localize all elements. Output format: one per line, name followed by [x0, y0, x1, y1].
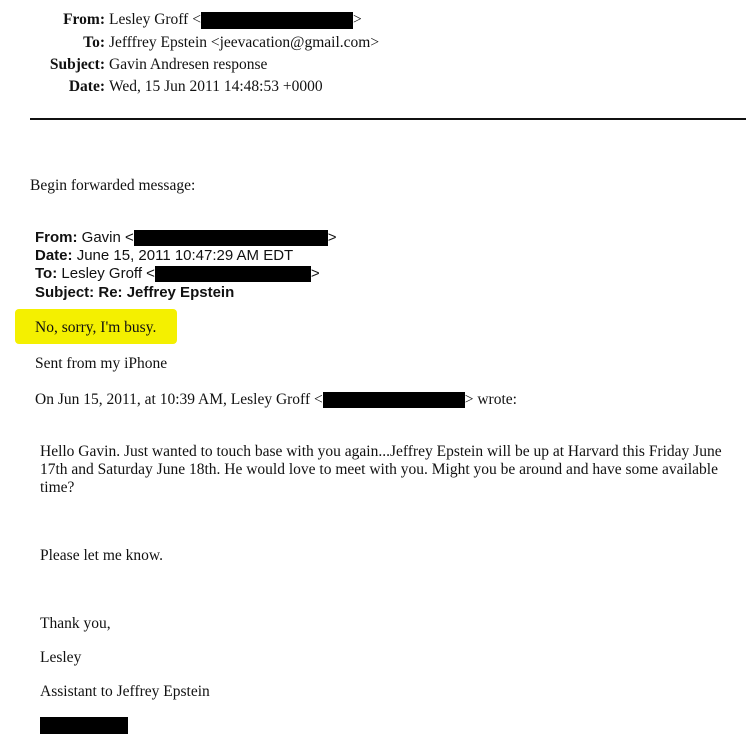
quote-intro-post: > wrote: — [464, 391, 517, 408]
subject-value: Gavin Andresen response — [109, 56, 268, 73]
fwd-date-value: June 15, 2011 10:47:29 AM EDT — [76, 247, 294, 264]
fwd-subject-row — [35, 284, 234, 301]
quoted-title: Assistant to Jeffrey Epstein — [40, 683, 210, 700]
redaction-bar — [201, 12, 353, 29]
quote-intro — [35, 391, 517, 409]
reply-text: No, sorry, I'm busy. — [35, 319, 157, 336]
to-value: Jefffrey Epstein <jeevacation@gmail.com> — [109, 34, 380, 51]
fwd-from-close: > — [327, 229, 337, 246]
quoted-thanks: Thank you, — [40, 615, 111, 632]
fwd-to-value: Lesley Groff < — [61, 265, 155, 282]
date-value: Wed, 15 Jun 2011 14:48:53 +0000 — [109, 78, 323, 95]
redaction-bar — [134, 230, 328, 246]
quoted-body: Hello Gavin. Just wanted to touch base with you again...Jeffrey Epstein will be up at Harvard this Friday June 17th and Saturday June 18th. He would love to meet with you. Might you be around and have some available time? — [40, 443, 722, 496]
fwd-from-row — [35, 229, 337, 246]
redaction-bar — [40, 717, 128, 734]
outer-from-row — [0, 11, 746, 31]
fwd-from-label: From: — [35, 229, 78, 246]
outer-to-row — [0, 34, 746, 54]
date-label: Date: — [68, 78, 105, 95]
subject-label: Subject: — [49, 56, 105, 73]
to-label: To: — [83, 34, 105, 51]
redaction-bar — [155, 266, 311, 282]
fwd-date-row — [35, 247, 293, 264]
quoted-please: Please let me know. — [40, 547, 163, 564]
outer-subject-row — [0, 56, 746, 76]
from-close: > — [352, 11, 362, 28]
from-label: From: — [63, 11, 105, 28]
fwd-from-value: Gavin < — [81, 229, 134, 246]
header-divider — [30, 118, 746, 120]
fwd-to-row — [35, 265, 320, 282]
quote-intro-pre: On Jun 15, 2011, at 10:39 AM, Lesley Groff < — [35, 391, 323, 408]
redaction-bar — [323, 392, 465, 408]
fwd-to-label: To: — [35, 265, 58, 282]
quoted-name: Lesley — [40, 649, 82, 666]
from-value: Lesley Groff < — [109, 11, 201, 28]
forward-intro: Begin forwarded message: — [30, 177, 196, 194]
fwd-to-close: > — [310, 265, 320, 282]
fwd-subject-label: Subject: — [35, 284, 95, 301]
fwd-subject-value: Re: Jeffrey Epstein — [98, 284, 235, 301]
reply-signature: Sent from my iPhone — [35, 355, 168, 372]
fwd-date-label: Date: — [35, 247, 73, 264]
outer-date-row — [0, 78, 746, 98]
